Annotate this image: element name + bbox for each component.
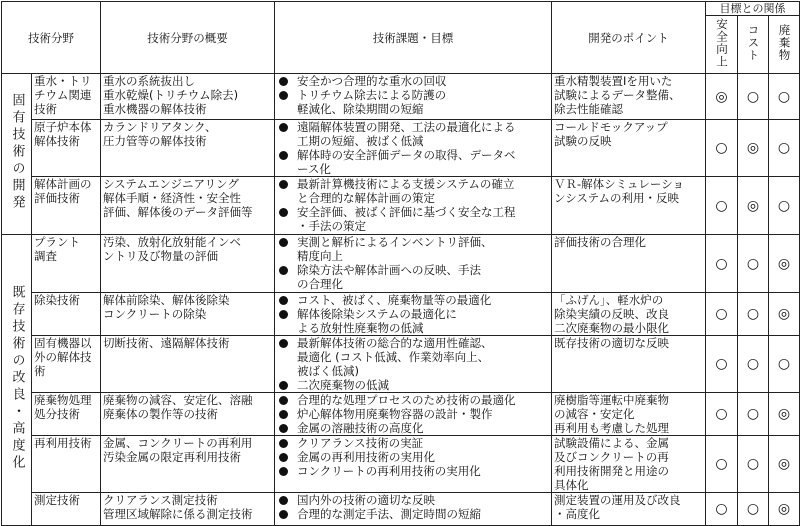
issue-text: 二次廃棄物の低減 [297,378,389,392]
issue-item [277,177,549,205]
issue-item [277,205,549,233]
mark-cost: ○ [738,436,769,493]
point-cell: 試験設備による、金属 及びコンクリートの再 利用技術開発と用途の 具体化 [552,436,706,493]
issues-cell [275,235,552,293]
mark-cost: ○ [738,293,769,336]
issue-text: 解体時の安全評価データの取得、データベ ース化 [297,148,516,176]
overview-cell: 金属、コンクリートの再利用 汚染金属の限定再利用技術 [101,436,275,493]
point-cell: 「ふげん」、軽水炉の 除染実績の反映、改良 二次廃棄物の最小限化 [552,293,706,336]
bullet-icon [279,296,288,305]
overview-cell: システムエンジニアリング 解体手順・経済性・安全性 評価、解体後のデータ評価等 [101,177,275,235]
issues-cell [275,177,552,235]
issues-list [277,120,549,176]
issues-list [277,235,549,291]
issue-item [277,336,549,378]
technology-table [1,1,800,526]
mark-waste: ◎ [769,393,800,436]
header-rel-cost: コスト [738,16,769,74]
issue-text: 炉心解体物用廃棄物容器の設計・製作 [297,407,493,421]
bullet-icon [279,180,288,189]
issues-cell [275,336,552,393]
issue-item [277,263,549,291]
group-label [2,235,32,526]
field-cell: 解体計画の 評価技術 [32,177,101,235]
mark-cost: ○ [738,393,769,436]
issue-text: 最新解体技術の総合的な適用性確認、 最適化 (コスト低減、作業効率向上、 被ばく低減) [297,336,493,378]
issues-list [277,177,549,233]
header-points: 開発のポイント [552,2,706,74]
issues-list [277,493,549,521]
field-cell: 原子炉本体 解体技術 [32,120,101,177]
mark-waste: ◎ [769,293,800,336]
bullet-icon [279,208,288,217]
field-cell: 除染技術 [32,293,101,336]
point-cell: 既存技術の適切な反映 [552,336,706,393]
mark-safety: ○ [706,235,738,293]
header-rel-waste: 廃棄物 [769,16,800,74]
mark-safety: ○ [706,336,738,393]
issues-cell [275,436,552,493]
mark-cost: ○ [738,336,769,393]
mark-waste: ○ [769,120,800,177]
field-cell: 重水・トリ チウム関連 技術 [32,74,101,120]
bullet-icon [279,467,288,476]
mark-waste: ◎ [769,436,800,493]
issue-item [277,393,549,407]
issues-cell [275,293,552,336]
issue-text: トリチウム除去による防護の 軽減化、除染期間の短縮 [297,88,447,116]
issue-item [277,436,549,450]
mark-cost: ○ [738,74,769,120]
field-cell: 固有機器以 外の解体技 術 [32,336,101,393]
issues-cell [275,493,552,526]
table-row [2,74,800,120]
issues-list [277,393,549,435]
mark-safety: ○ [706,120,738,177]
point-cell: 評価技術の合理化 [552,235,706,293]
issue-item [277,88,549,116]
issue-text: 合理的な処理プロセスのため技術の最適化 [297,393,516,407]
issue-text: コスト、被ばく、廃棄物量等の最適化 [297,293,492,307]
issue-item [277,450,549,464]
bullet-icon [279,396,288,405]
overview-cell: 重水の系統抜出し 重水乾燥(トリチウム除去) 重水機器の解体技術 [101,74,275,120]
issue-item [277,120,549,148]
overview-cell: クリアランス測定技術 管理区域解除に係る測定技術 [101,493,275,526]
bullet-icon [279,439,288,448]
issue-text: 遠隔解体装置の開発、工法の最適化による 工期の短縮、被ばく低減 [297,120,516,148]
overview-cell: 切断技術、遠隔解体技術 [101,336,275,393]
issue-text: 安全かつ合理的な重水の回収 [297,74,447,88]
issue-item [277,493,549,507]
mark-waste: ◎ [769,493,800,526]
mark-safety: ○ [706,493,738,526]
group-label-text: 固有技術の開発 [9,93,25,212]
issue-text: 実測と解析によるインベントリ評価、 精度向上 [297,235,493,263]
header-issues: 技術課題・目標 [275,2,552,74]
issues-cell [275,120,552,177]
bullet-icon [279,424,288,433]
table-row [2,120,800,177]
mark-waste: ◎ [769,235,800,293]
issue-item [277,148,549,176]
header-rel-safety: 安全向上 [706,16,738,74]
mark-waste: ○ [769,74,800,120]
issue-item [277,464,549,478]
issue-text: 国内外の技術の適切な反映 [297,493,435,507]
issues-list [277,336,549,392]
mark-safety: ○ [706,393,738,436]
table-row [2,493,800,526]
issue-item [277,293,549,307]
field-cell: 再利用技術 [32,436,101,493]
point-cell: コールドモックアップ 試験の反映 [552,120,706,177]
issue-text: 解体後除染システムの最適化に よる放射性廃棄物の低減 [297,307,457,335]
group-label-text: 既存技術の改良・高度化 [9,285,25,472]
mark-cost: ○ [738,235,769,293]
issues-list [277,293,549,335]
header-field: 技術分野 [2,2,101,74]
point-cell: 測定装置の運用及び改良 ・高度化 [552,493,706,526]
mark-safety: ○ [706,177,738,235]
mark-waste: ○ [769,336,800,393]
header-relation: 目標との関係 [706,2,800,16]
issue-text: 除染方法や解体計画への反映、手法 の合理化 [297,263,481,291]
bullet-icon [279,266,288,275]
issues-list [277,74,549,116]
table-row [2,436,800,493]
overview-cell: カランドリアタンク、 圧力管等の解体技術 [101,120,275,177]
overview-cell: 汚染、放射化放射能インベ ントリ及び物量の評価 [101,235,275,293]
mark-waste: ○ [769,177,800,235]
point-cell: ＶＲ-解体シミュレーショ ンシステムの利用・反映 [552,177,706,235]
issue-text: 安全評価、被ばく評価に基づく安全な工程 ・手法の策定 [297,205,516,233]
mark-cost: ○ [738,493,769,526]
mark-cost: ◎ [738,120,769,177]
issue-text: 最新計算機技術による支援システムの確立 と合理的な解体計画の策定 [297,177,515,205]
issue-item [277,378,549,392]
table-row [2,177,800,235]
field-cell: プラント 調査 [32,235,101,293]
bullet-icon [279,310,288,319]
issue-text: 金属の再利用技術の実用化 [297,450,435,464]
header-overview: 技術分野の概要 [101,2,275,74]
bullet-icon [279,151,288,160]
bullet-icon [279,339,288,348]
bullet-icon [279,453,288,462]
bullet-icon [279,381,288,390]
issue-text: コンクリートの再利用技術の実用化 [297,464,481,478]
bullet-icon [279,410,288,419]
issues-cell [275,393,552,436]
field-cell: 測定技術 [32,493,101,526]
bullet-icon [279,91,288,100]
issues-list [277,436,549,478]
field-cell: 廃棄物処理 処分技術 [32,393,101,436]
issue-text: 金属の溶融技術の高度化 [297,421,424,435]
mark-safety: ◎ [706,74,738,120]
issue-item [277,307,549,335]
mark-safety: ○ [706,293,738,336]
issues-cell [275,74,552,120]
bullet-icon [279,238,288,247]
issue-item [277,507,549,521]
overview-cell: 解体前除染、解体後除染 コンクリートの除染 [101,293,275,336]
issue-item [277,74,549,88]
issue-text: 合理的な測定手法、測定時間の短縮 [297,507,481,521]
overview-cell: 廃棄物の減容、安定化、溶融 廃棄体の製作等の技術 [101,393,275,436]
issue-item [277,421,549,435]
table-row [2,393,800,436]
mark-safety: ○ [706,436,738,493]
issue-item [277,235,549,263]
point-cell: 重水精製装置Ⅰを用いた 試験によるデータ整備、 除去性能確認 [552,74,706,120]
point-cell: 廃樹脂等運転中廃棄物 の減容・安定化 再利用も考慮した処理 [552,393,706,436]
bullet-icon [279,77,288,86]
bullet-icon [279,496,288,505]
table-row [2,336,800,393]
group-label [2,74,32,235]
table-row [2,235,800,293]
issue-text: クリアランス技術の実証 [297,436,424,450]
mark-cost: ◎ [738,177,769,235]
bullet-icon [279,123,288,132]
bullet-icon [279,510,288,519]
issue-item [277,407,549,421]
table-row [2,293,800,336]
